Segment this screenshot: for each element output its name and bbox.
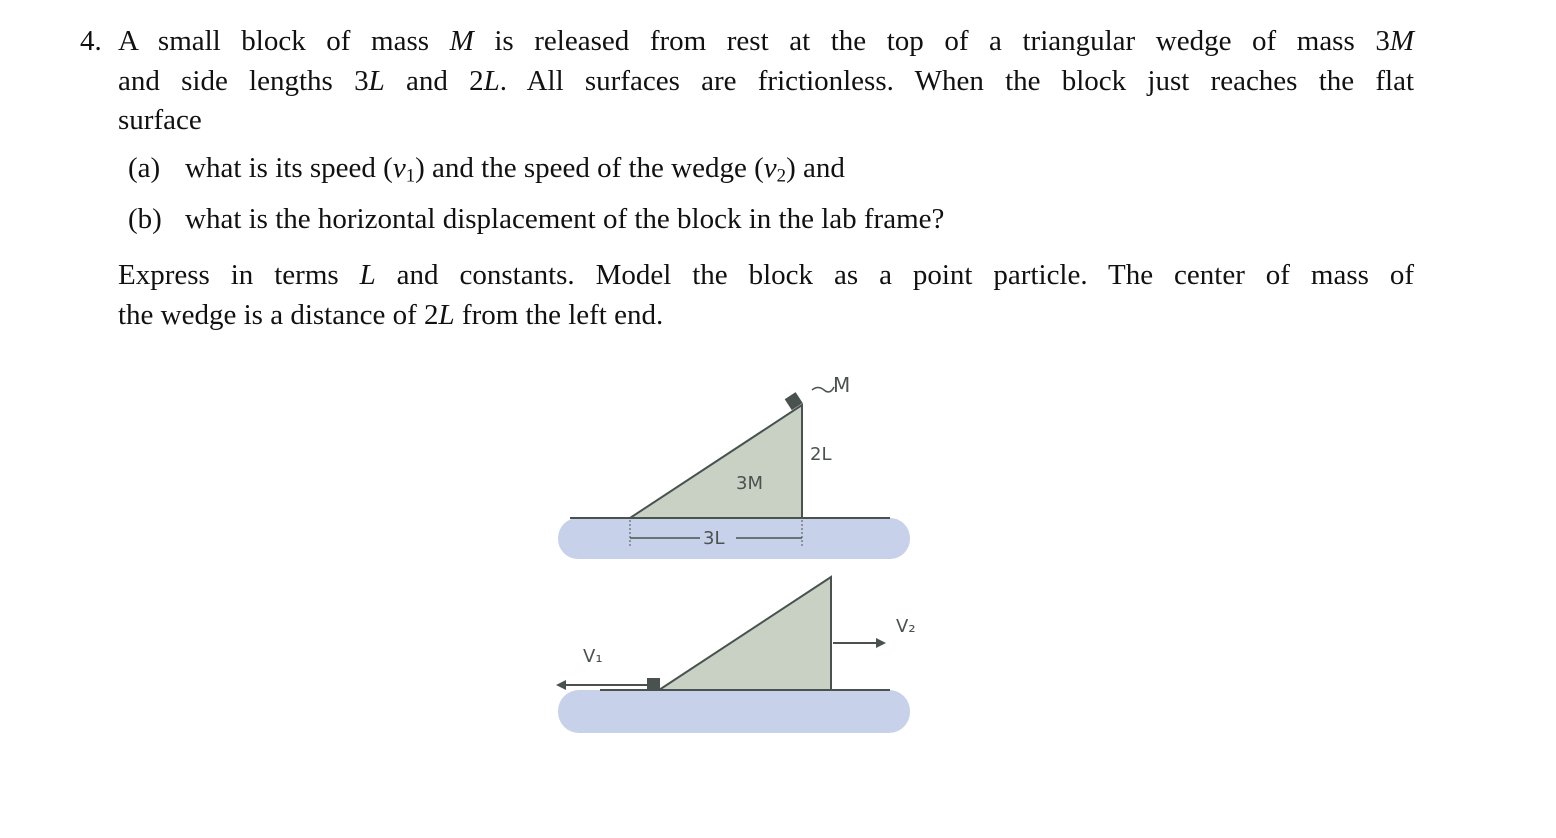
part-a-label: (a)	[128, 152, 161, 184]
ground-bottom	[558, 690, 910, 733]
label-wedge-mass: 3M	[736, 473, 763, 494]
intro-line-2: and side lengths 3L and 2L. All surfaces are frictionless. When the block just reaches the flat	[118, 64, 1415, 97]
problem-number: 4.	[80, 25, 102, 57]
wedge-bottom	[659, 577, 831, 690]
ground-top	[558, 518, 910, 559]
intro-line-1: A small block of mass M is released from rest at the top of a triangular wedge of mass 3M	[118, 25, 1414, 57]
instructions-line-1: Express in terms L and constants. Model the block as a point particle. The center of mass of	[118, 259, 1414, 291]
label-height: 2L	[810, 444, 832, 465]
block-bottom	[647, 678, 660, 690]
mass-pointer	[812, 387, 834, 392]
intro-line-3: surface	[118, 104, 202, 136]
wedge-top	[630, 405, 802, 518]
part-b-text: what is the horizontal displacement of the block in the lab frame?	[185, 203, 945, 235]
part-a: (a) what is its speed $(v_1)$ and the speed of the wedge $(v_2)$ and	[128, 152, 845, 187]
label-base: 3L	[703, 528, 725, 549]
label-v2: V₂	[896, 616, 916, 637]
final-state-figure	[558, 577, 916, 733]
label-v1: V₁	[583, 646, 603, 667]
label-block-mass: M	[833, 373, 851, 397]
part-b-label: (b)	[128, 203, 162, 235]
initial-state-figure	[558, 373, 910, 559]
instructions-line-2: the wedge is a distance of 2L from the left end.	[118, 298, 664, 331]
